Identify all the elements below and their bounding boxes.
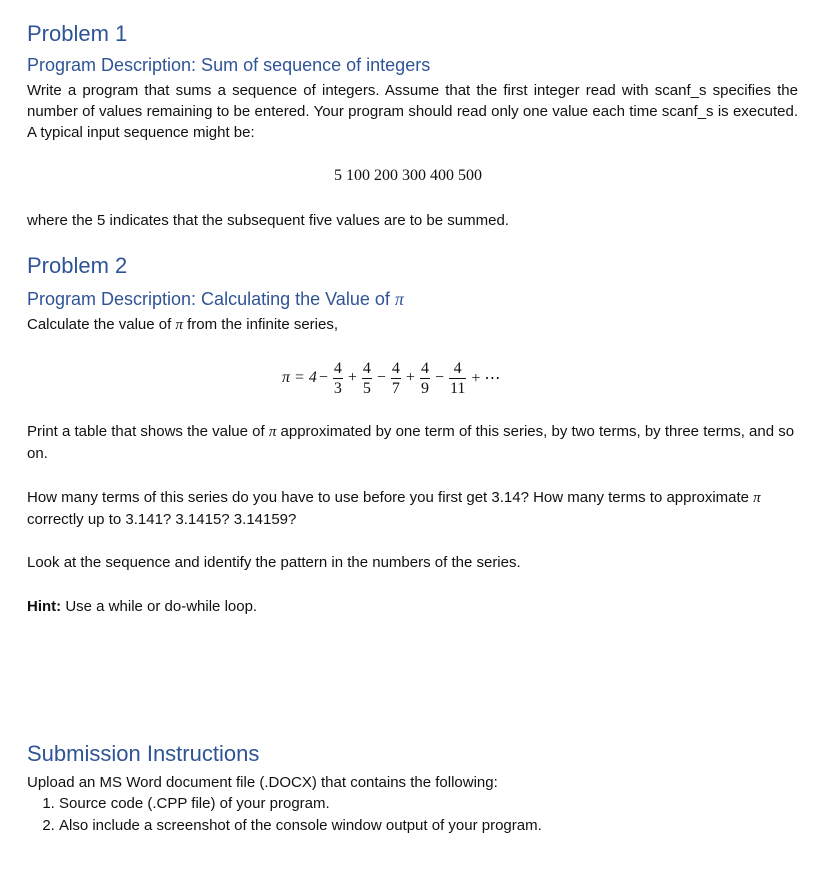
- problem-2-paragraph-1: [27, 421, 798, 464]
- submission-list: [0, 793, 798, 837]
- formula-fraction: [449, 359, 466, 398]
- formula-op: −: [434, 369, 444, 386]
- hint-text: Use a while or do-while loop.: [65, 598, 258, 615]
- fraction-numerator: 4: [453, 359, 462, 377]
- intro-suffix: from the infinite series,: [187, 316, 339, 333]
- submission-intro: Upload an MS Word document file (.DOCX) that contains the following:: [27, 774, 498, 791]
- para2-suffix: correctly up to 3.141? 3.1415? 3.14159?: [27, 511, 297, 528]
- formula-fraction: [420, 359, 430, 398]
- hint-label: Hint:: [27, 598, 62, 615]
- problem-1-subheading: Program Description: Sum of sequence of integers: [27, 55, 431, 75]
- fraction-denominator: 5: [362, 379, 371, 397]
- formula-op: +: [405, 369, 415, 386]
- pi-symbol: π: [394, 289, 404, 309]
- fraction-numerator: 4: [391, 359, 400, 377]
- pi-symbol: π: [753, 490, 761, 506]
- input-sequence: 5 100 200 300 400 500: [334, 167, 482, 184]
- formula-lhs: π = 4: [282, 369, 317, 386]
- formula-fraction: [333, 359, 343, 398]
- problem-1-heading: Problem 1: [27, 21, 128, 46]
- fraction-denominator: 9: [420, 379, 429, 397]
- problem-1-paragraph: Write a program that sums a sequence of integers. Assume that the first integer read with scanf_s specifies the number of values remaining to be entered. Your program should read only one value each time scanf_s is executed. A typical input sequence might be:: [27, 82, 798, 141]
- pi-series-formula: [282, 352, 502, 404]
- problem-2-paragraph-2: [27, 487, 798, 530]
- pi-symbol: π: [175, 317, 183, 333]
- formula-fraction: [362, 359, 372, 398]
- formula-fraction: [391, 359, 401, 398]
- para1-suffix: approximated by one term of this series, by two terms, by three terms, and so on.: [27, 423, 795, 462]
- para2-prefix: How many terms of this series do you have to use before you first get 3.14? How many terms to approximate: [27, 489, 749, 506]
- submission-heading: Submission Instructions: [27, 741, 260, 766]
- submission-item: 2. Also include a screenshot of the console window output of your program.: [59, 815, 798, 837]
- formula-op: −: [376, 369, 386, 386]
- fraction-numerator: 4: [362, 359, 371, 377]
- problem-2-paragraph-3: Look at the sequence and identify the pattern in the numbers of the series.: [27, 554, 521, 571]
- submission-item: 1. Source code (.CPP file) of your program.: [59, 793, 798, 815]
- pi-symbol: π: [268, 424, 277, 440]
- problem-1-note: where the 5 indicates that the subsequent five values are to be summed.: [27, 212, 509, 229]
- para1-prefix: Print a table that shows the value of: [27, 423, 265, 440]
- problem-2-subheading: [27, 289, 798, 310]
- problem-2-heading: Problem 2: [27, 253, 128, 278]
- formula-tail: + ⋯: [471, 370, 501, 387]
- fraction-numerator: 4: [420, 359, 429, 377]
- formula-op: −: [318, 369, 328, 386]
- formula-op: +: [347, 369, 357, 386]
- hint: [27, 596, 798, 617]
- problem-2-intro: [27, 314, 798, 336]
- fraction-numerator: 4: [333, 359, 342, 377]
- fraction-denominator: 3: [333, 379, 342, 397]
- problem-2-subheading-text: Program Description: Calculating the Value of: [27, 289, 390, 309]
- intro-prefix: Calculate the value of: [27, 316, 172, 333]
- fraction-denominator: 11: [449, 379, 466, 397]
- fraction-denominator: 7: [391, 379, 400, 397]
